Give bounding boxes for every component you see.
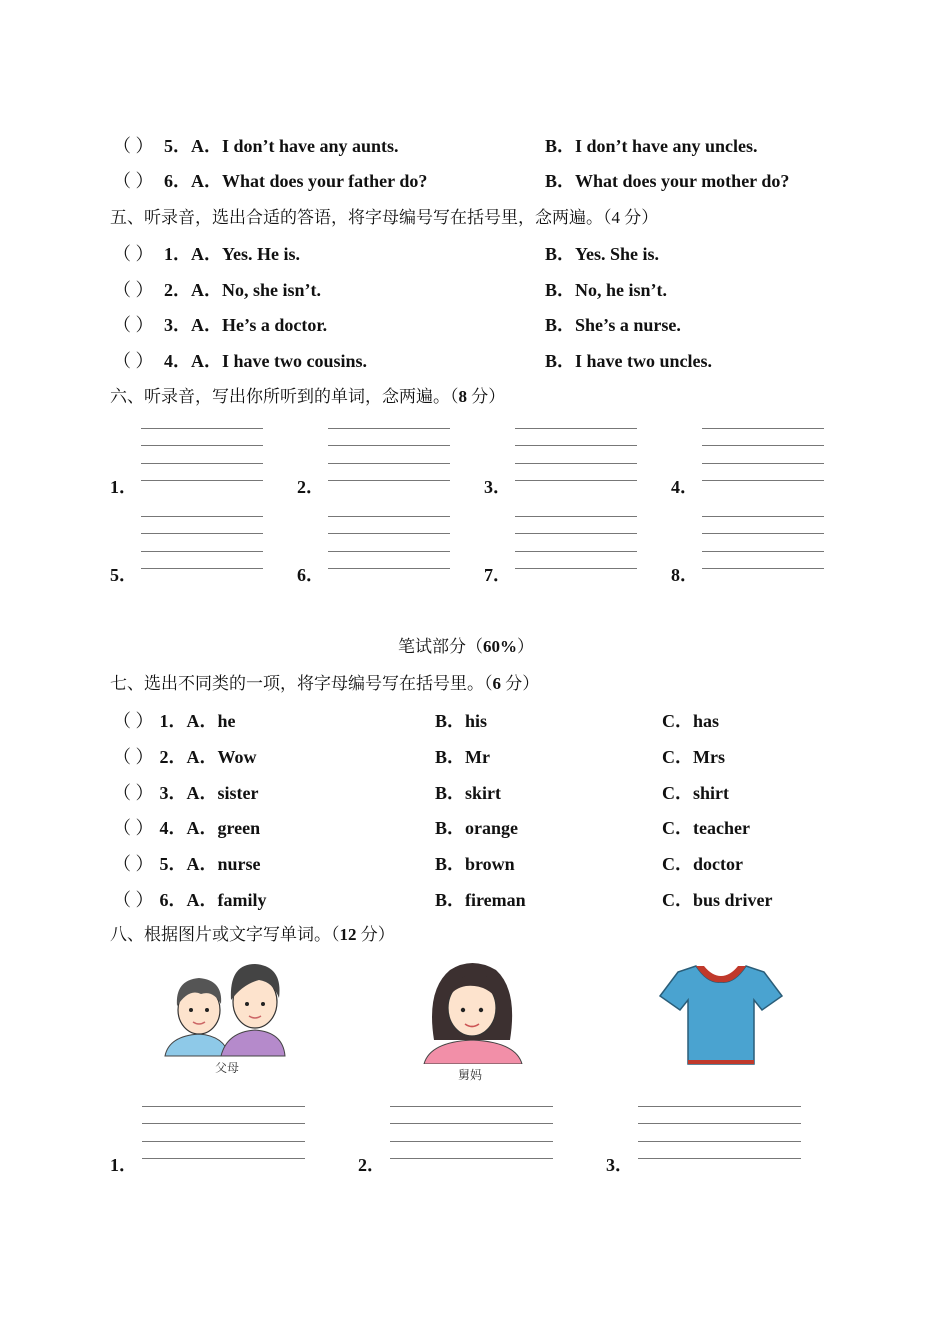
blank-number: 2． [358, 1155, 385, 1175]
option-a: A．Wow [186, 747, 257, 767]
option-a: A．he [186, 711, 236, 731]
blank-number: 3． [484, 477, 511, 497]
option-b: B．I don’t have any uncles. [545, 136, 758, 156]
option-b: B．fireman [435, 890, 526, 910]
answer-bracket[interactable]: （ ） [113, 244, 154, 264]
question-row: （ ） 5．A．nurse [113, 854, 261, 874]
section-eight-title: 八、根据图片或文字写单词。（12 分） [110, 925, 395, 944]
question-row: （ ） 4．A．green [113, 818, 261, 838]
answer-bracket[interactable]: （ ） [113, 783, 154, 803]
answer-bracket[interactable]: （ ） [113, 747, 154, 767]
writing-lines[interactable] [141, 516, 263, 570]
blank-number: 4． [671, 477, 698, 497]
blank-number: 1． [110, 1155, 137, 1175]
question-row: （ ） 3．A．He’s a doctor. [113, 315, 328, 335]
option-a: A．family [186, 890, 267, 910]
question-row: （ ） 6．A．What does your father do? [113, 171, 428, 191]
option-a: A．nurse [186, 854, 261, 874]
option-a: A．green [186, 818, 261, 838]
answer-bracket[interactable]: （ ） [113, 315, 154, 335]
question-row: （ ） 1．A．he [113, 711, 236, 731]
question-row: （ ） 5．A．I don’t have any aunts. [113, 136, 399, 156]
picture-caption: 父母 [215, 1061, 240, 1075]
option-b: B．Yes. She is. [545, 244, 660, 264]
option-b: B．No, he isn’t. [545, 280, 668, 300]
writing-lines[interactable] [515, 516, 637, 570]
option-a: A．sister [186, 783, 259, 803]
question-row: （ ） 2．A．No, she isn’t. [113, 280, 322, 300]
option-c: C．teacher [662, 818, 750, 838]
section-six-title: 六、听录音，写出你所听到的单词，念两遍。（8 分） [110, 387, 506, 406]
aunt-picture [420, 960, 524, 1064]
answer-bracket[interactable]: （ ） [113, 351, 154, 371]
answer-bracket[interactable]: （ ） [113, 711, 154, 731]
option-b: B．She’s a nurse. [545, 315, 681, 335]
section-seven-title: 七、选出不同类的一项，将字母编号写在括号里。（6 分） [110, 674, 540, 693]
option-c: C．shirt [662, 783, 729, 803]
option-c: C．doctor [662, 854, 743, 874]
blank-number: 3． [606, 1155, 633, 1175]
writing-lines[interactable] [142, 1106, 305, 1160]
blank-number: 2． [297, 477, 324, 497]
question-row: （ ） 3．A．sister [113, 783, 259, 803]
option-b: B．brown [435, 854, 515, 874]
answer-bracket[interactable]: （ ） [113, 890, 154, 910]
answer-bracket[interactable]: （ ） [113, 171, 154, 191]
answer-bracket[interactable]: （ ） [113, 854, 154, 874]
blank-number: 1． [110, 477, 137, 497]
answer-bracket[interactable]: （ ） [113, 136, 154, 156]
section-five-title: 五、听录音，选出合适的答语，将字母编号写在括号里，念两遍。（4 分） [110, 208, 659, 227]
option-b: B．orange [435, 818, 518, 838]
writing-lines[interactable] [515, 428, 637, 482]
blank-number: 7． [484, 565, 511, 585]
writing-lines[interactable] [638, 1106, 801, 1160]
writing-lines[interactable] [702, 428, 824, 482]
option-b: B．skirt [435, 783, 502, 803]
question-row: （ ） 2．A．Wow [113, 747, 257, 767]
tshirt-icon [658, 962, 784, 1070]
writing-lines[interactable] [141, 428, 263, 482]
blank-number: 6． [297, 565, 324, 585]
parents-picture [163, 958, 287, 1058]
option-c: C．bus driver [662, 890, 773, 910]
question-row: （ ） 4．A．I have two cousins. [113, 351, 368, 371]
option-c: C．Mrs [662, 747, 725, 767]
question-row: （ ） 1．A．Yes. He is. [113, 244, 300, 264]
writing-lines[interactable] [328, 428, 450, 482]
option-b: B．What does your mother do? [545, 171, 790, 191]
blank-number: 5． [110, 565, 137, 585]
writing-lines[interactable] [328, 516, 450, 570]
option-b: B．his [435, 711, 488, 731]
picture-caption: 舅妈 [458, 1068, 483, 1082]
option-b: B．I have two uncles. [545, 351, 713, 371]
writing-lines[interactable] [702, 516, 824, 570]
writing-lines[interactable] [390, 1106, 553, 1160]
written-part-heading: 笔试部分（60%） [398, 637, 534, 656]
blank-number: 8． [671, 565, 698, 585]
answer-bracket[interactable]: （ ） [113, 818, 154, 838]
answer-bracket[interactable]: （ ） [113, 280, 154, 300]
question-row: （ ） 6．A．family [113, 890, 267, 910]
option-b: B．Mr [435, 747, 490, 767]
option-c: C．has [662, 711, 720, 731]
